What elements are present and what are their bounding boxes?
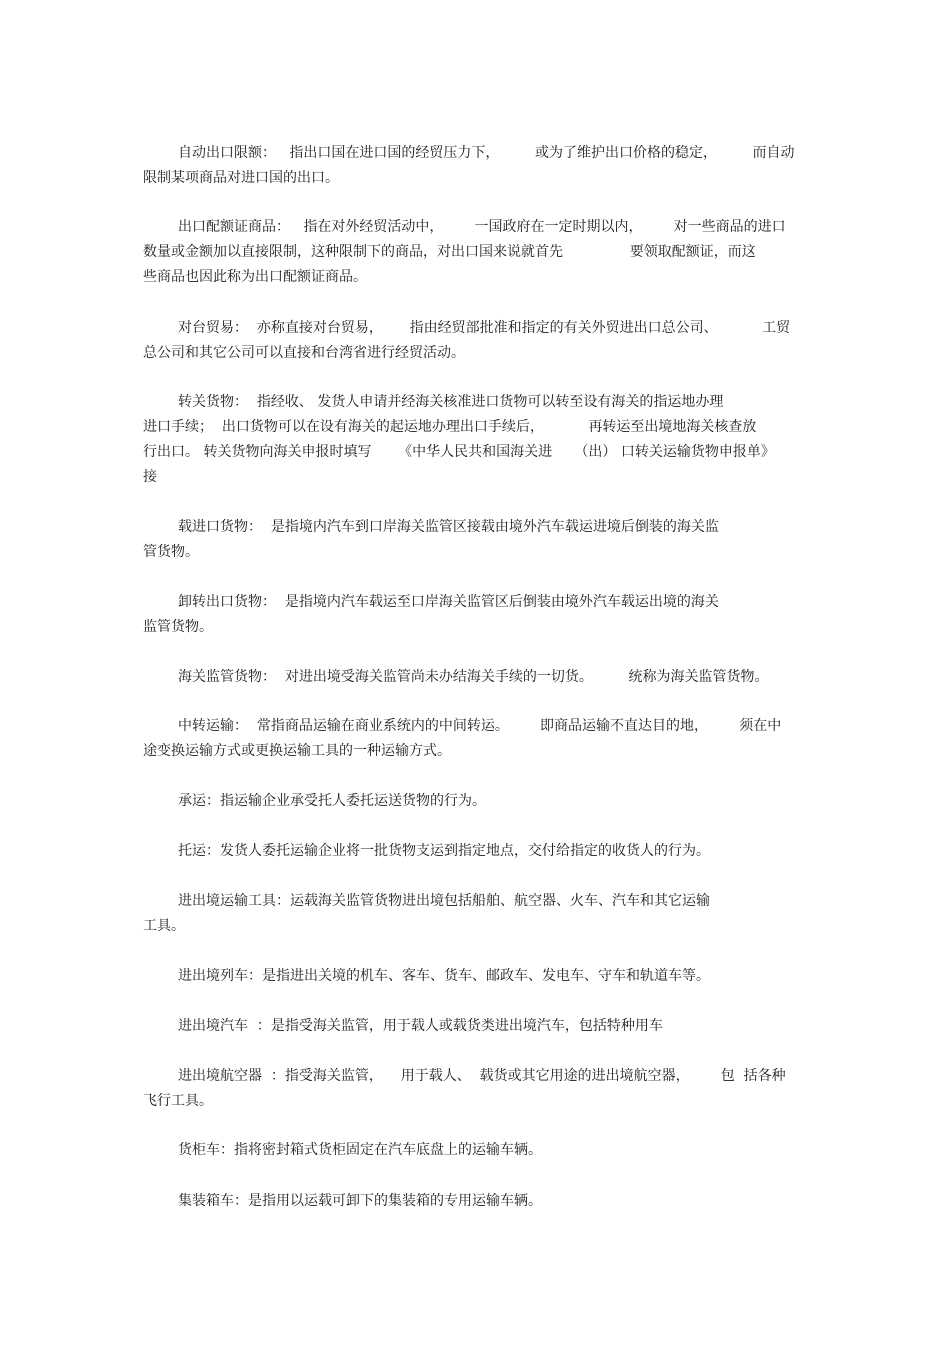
- entry-line: 接: [143, 469, 157, 485]
- entry-line: 进出境列车：是指进出关境的机车、客车、货车、邮政车、发电车、守车和轨道车等。: [178, 968, 710, 984]
- entry-line: 进出境航空器 ：指受海关监管， 用于载人、 载货或其它用途的进出境航空器， 包 括各种: [178, 1068, 786, 1084]
- entry-line: 货柜车：指将密封箱式货柜固定在汽车底盘上的运输车辆。: [178, 1142, 542, 1158]
- entry-line: 对台贸易： 亦称直接对台贸易， 指由经贸部批准和指定的有关外贸进出口总公司、 工贸: [178, 320, 791, 336]
- entry-line: 进出境运输工具：运载海关监管货物进出境包括船舶、航空器、火车、汽车和其它运输: [178, 893, 710, 909]
- entry-line: 载进口货物： 是指境内汽车到口岸海关监管区接载由境外汽车载运进境后倒装的海关监: [178, 519, 719, 535]
- entry-line: 进口手续； 出口货物可以在设有海关的起运地办理出口手续后， 再转运至出境地海关核查放: [143, 419, 757, 435]
- entry-line: 托运：发货人委托运输企业将一批货物支运到指定地点，交付给指定的收货人的行为。: [178, 843, 710, 859]
- entry-line: 工具。: [143, 918, 185, 934]
- entry-line: 途变换运输方式或更换运输工具的一种运输方式。: [143, 743, 451, 759]
- entry-line: 海关监管货物： 对进出境受海关监管尚未办结海关手续的一切货。 统称为海关监管货物。: [178, 669, 769, 685]
- entry-line: 监管货物。: [143, 619, 213, 635]
- entry-line: 进出境汽车 ：是指受海关监管，用于载人或载货类进出境汽车，包括特种用车: [178, 1018, 663, 1034]
- entry-line: 限制某项商品对进口国的出口。: [143, 170, 339, 186]
- entry-line: 管货物。: [143, 544, 199, 560]
- entry-line: 集装箱车：是指用以运载可卸下的集装箱的专用运输车辆。: [178, 1193, 542, 1209]
- entry-line: 飞行工具。: [143, 1093, 213, 1109]
- entry-line: 些商品也因此称为出口配额证商品。: [143, 269, 367, 285]
- entry-line: 中转运输： 常指商品运输在商业系统内的中间转运。 即商品运输不直达目的地， 须在中: [178, 718, 782, 734]
- entry-line: 行出口。 转关货物向海关申报时填写 《中华人民共和国海关进 （出） 口转关运输货物申报单》: [143, 444, 775, 460]
- entry-line: 数量或金额加以直接限制，这种限制下的商品，对出口国来说就首先 要领取配额证，而这: [143, 244, 756, 260]
- entry-line: 自动出口限额： 指出口国在进口国的经贸压力下， 或为了维护出口价格的稳定， 而自动: [178, 145, 795, 161]
- entry-line: 出口配额证商品： 指在对外经贸活动中， 一国政府在一定时期以内， 对一些商品的进口: [178, 219, 786, 235]
- entry-line: 承运：指运输企业承受托人委托运送货物的行为。: [178, 793, 486, 809]
- entry-line: 卸转出口货物： 是指境内汽车载运至口岸海关监管区后倒装由境外汽车载运出境的海关: [178, 594, 719, 610]
- entry-line: 总公司和其它公司可以直接和台湾省进行经贸活动。: [143, 345, 465, 361]
- entry-line: 转关货物： 指经收、 发货人申请并经海关核准进口货物可以转至设有海关的指运地办理: [178, 394, 724, 410]
